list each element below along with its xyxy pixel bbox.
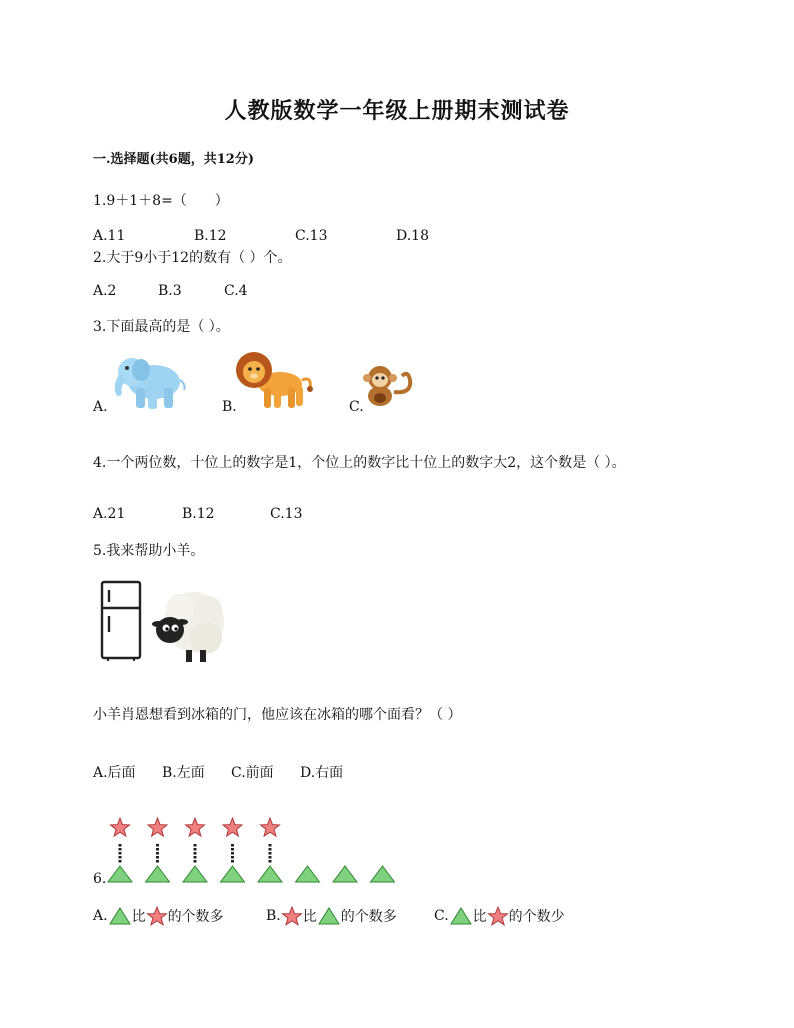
question-5-option-c[interactable]: C.前面 — [231, 765, 274, 781]
dot-connector-1-3 — [119, 852, 122, 855]
option-b-letter: B. — [266, 908, 281, 924]
triangle-4 — [221, 866, 245, 882]
elephant-image — [108, 350, 188, 412]
question-1-option-c[interactable]: C.13 — [295, 228, 328, 244]
star-icon — [146, 906, 168, 926]
dot-connector-2-4 — [156, 856, 159, 859]
section-heading: 一.选择题(共6题，共12分) — [93, 152, 254, 167]
triangle-7 — [333, 866, 357, 882]
question-3-option-a[interactable]: A. — [93, 399, 108, 415]
option-b-compare-word: 比 — [302, 909, 317, 925]
triangle-6 — [296, 866, 320, 882]
dot-connector-5-4 — [269, 856, 272, 859]
star-2 — [148, 818, 167, 836]
triangle-icon — [108, 906, 132, 926]
option-a-tail: 的个数多 — [167, 909, 224, 925]
dot-connector-1-4 — [119, 856, 122, 859]
dot-connector-1-5 — [119, 860, 122, 863]
triangle-2 — [146, 866, 170, 882]
triangle-8 — [371, 866, 395, 882]
question-5-option-b[interactable]: B.左面 — [162, 765, 205, 781]
dot-connector-5-2 — [269, 848, 272, 851]
star-4 — [223, 818, 242, 836]
lion-image — [234, 348, 314, 412]
triangle-3 — [183, 866, 207, 882]
dot-connector-1-1 — [119, 844, 122, 847]
dot-connector-3-1 — [194, 844, 197, 847]
star-icon — [281, 906, 303, 926]
monkey-image — [360, 362, 414, 408]
dot-connector-2-5 — [156, 860, 159, 863]
question-4-stem: 4.一个两位数，十位上的数字是1，个位上的数字比十位上的数字大2，这个数是（ ）。 — [93, 455, 626, 471]
option-a-letter: A. — [93, 908, 108, 924]
question-5-option-a[interactable]: A.后面 — [93, 765, 136, 781]
question-6-label: 6. — [93, 871, 107, 887]
dot-connector-3-4 — [194, 856, 197, 859]
star-1 — [111, 818, 130, 836]
dot-connector-4-2 — [231, 848, 234, 851]
question-1-option-a[interactable]: A.11 — [93, 228, 126, 244]
question-5-prompt: 小羊肖恩想看到冰箱的门，他应该在冰箱的哪个面看？（ ） — [93, 707, 462, 723]
refrigerator-image — [100, 580, 144, 662]
stars-triangles-figure — [104, 816, 404, 886]
question-6-option-c[interactable] — [434, 906, 565, 926]
question-4-option-c[interactable]: C.13 — [270, 506, 303, 522]
dot-connector-5-3 — [269, 852, 272, 855]
triangle-icon — [449, 906, 473, 926]
dot-connector-4-1 — [231, 844, 234, 847]
dot-connector-3-2 — [194, 848, 197, 851]
star-3 — [186, 818, 205, 836]
dot-connector-4-3 — [231, 852, 234, 855]
dot-connector-5-1 — [269, 844, 272, 847]
question-2-option-b[interactable]: B.3 — [158, 283, 182, 299]
triangle-5 — [258, 866, 282, 882]
question-5-option-d[interactable]: D.右面 — [300, 765, 344, 781]
question-1-option-d[interactable]: D.18 — [396, 228, 429, 244]
question-6-option-a[interactable] — [93, 906, 224, 926]
option-c-tail: 的个数少 — [508, 909, 565, 925]
question-1-option-b[interactable]: B.12 — [194, 228, 227, 244]
question-1-stem: 1.9＋1＋8=（ ） — [93, 193, 229, 209]
question-5-stem: 5.我来帮助小羊。 — [93, 543, 205, 559]
question-2-option-c[interactable]: C.4 — [224, 283, 248, 299]
question-2-stem: 2.大于9小于12的数有（ ）个。 — [93, 250, 292, 266]
page-title: 人教版数学一年级上册期末测试卷 — [224, 98, 570, 124]
triangle-1 — [108, 866, 132, 882]
dot-connector-2-3 — [156, 852, 159, 855]
question-3-option-b[interactable]: B. — [222, 399, 237, 415]
dot-connector-2-1 — [156, 844, 159, 847]
dot-connector-3-3 — [194, 852, 197, 855]
option-c-letter: C. — [434, 908, 449, 924]
dot-connector-4-4 — [231, 856, 234, 859]
question-2-option-a[interactable]: A.2 — [93, 283, 117, 299]
star-5 — [261, 818, 280, 836]
dot-connector-2-2 — [156, 848, 159, 851]
option-a-compare-word: 比 — [131, 909, 146, 925]
triangle-icon — [317, 906, 341, 926]
dot-connector-1-2 — [119, 848, 122, 851]
dot-connector-5-5 — [269, 860, 272, 863]
star-icon — [487, 906, 509, 926]
option-c-compare-word: 比 — [472, 909, 487, 925]
dot-connector-3-5 — [194, 860, 197, 863]
question-3-stem: 3.下面最高的是（ ）。 — [93, 319, 230, 335]
question-4-option-a[interactable]: A.21 — [93, 506, 126, 522]
option-b-tail: 的个数多 — [340, 909, 397, 925]
sheep-image — [150, 586, 230, 666]
question-4-option-b[interactable]: B.12 — [182, 506, 215, 522]
question-3-option-c[interactable]: C. — [349, 399, 364, 415]
question-6-option-b[interactable] — [266, 906, 397, 926]
dot-connector-4-5 — [231, 860, 234, 863]
